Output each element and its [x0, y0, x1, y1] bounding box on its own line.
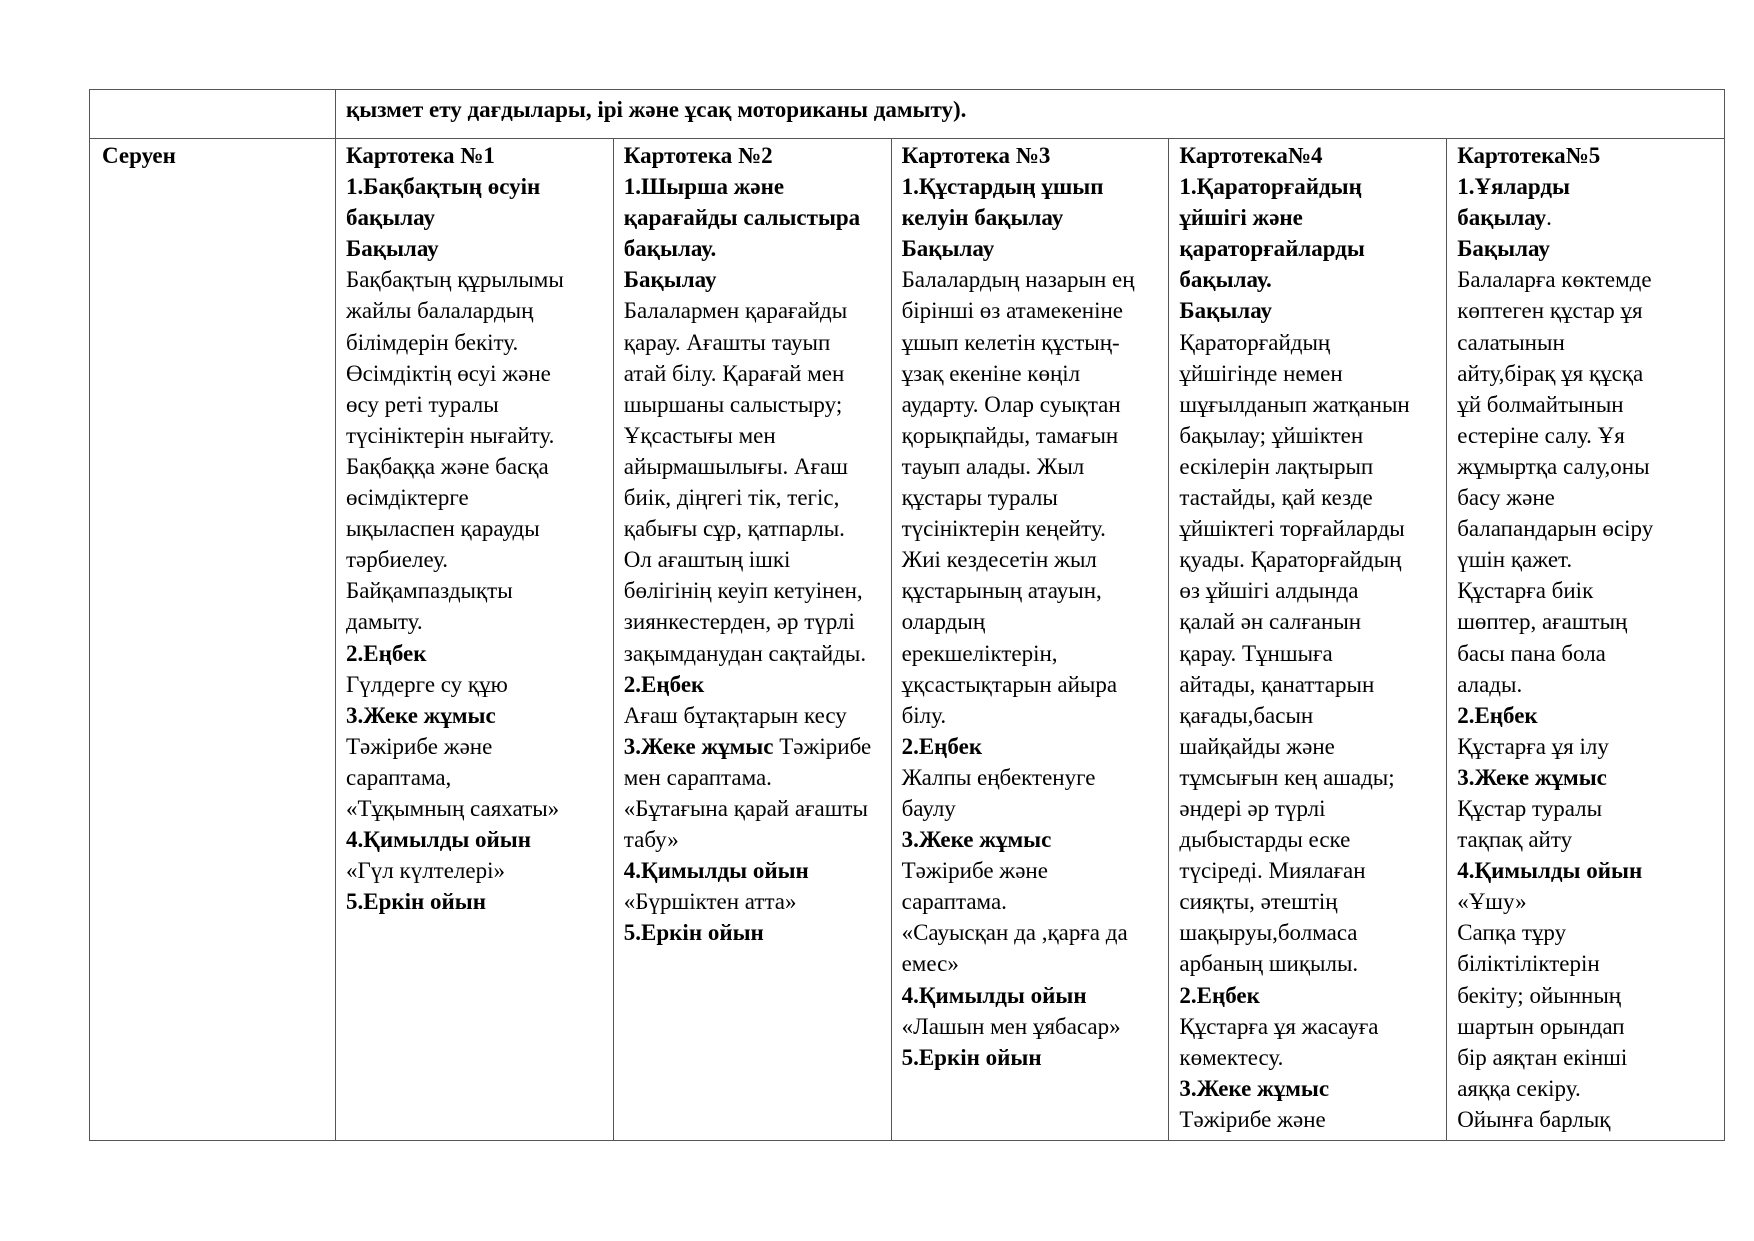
card-line: ұқсастықтарын айыра [901, 671, 1118, 697]
row-label-cell [90, 139, 336, 1141]
card-line: салатынын [1457, 329, 1565, 355]
card-line: олардың [901, 609, 986, 635]
card-line: 2.Еңбек [623, 671, 705, 697]
card-line: шөптер, ағаштың [1457, 609, 1628, 635]
card-line: құстарының атауын, [901, 578, 1102, 604]
card-line: ұй болмайтынын [1457, 391, 1624, 417]
card-line: басы пана бола [1457, 640, 1606, 666]
card-line: 5.Еркін ойын [346, 889, 486, 915]
card-line: ұйшігі және [1179, 205, 1303, 231]
card-line: тәрбиелеу. [346, 547, 449, 573]
card-line: Картотека №3 [901, 143, 1051, 168]
card-line-plain-part: . [1546, 205, 1552, 231]
card-line: Бақбаққа және басқа [346, 453, 549, 479]
card-line: шұғылданып жатқанын [1179, 391, 1410, 417]
card-line: 4.Қимылды ойын [901, 982, 1087, 1008]
card-line: өсу реті туралы [346, 391, 499, 417]
card-line: бірінші өз атамекеніне [901, 298, 1124, 324]
card-line: Бақылау [346, 236, 439, 262]
card-line: түсіреді. Миялаған [1179, 858, 1366, 884]
card-line: зиянкестерден, әр түрлі [623, 609, 855, 635]
card-line-bold-part: бақылау [1457, 205, 1547, 231]
card-line: мен сараптама. [623, 764, 772, 790]
card-line: 5.Еркін ойын [901, 1044, 1042, 1070]
card-line: ұзақ екеніне көңіл [901, 360, 1081, 386]
card-line: Бақылау [623, 267, 717, 293]
walk-row [90, 139, 1725, 1141]
card-line: атай білу. Қарағай мен [623, 360, 845, 386]
card-line: Құстарға ұя жасауға [1179, 1013, 1379, 1039]
card-line: Картотека№4 [1179, 143, 1323, 168]
card-line: 3.Жеке жұмыс [1457, 764, 1607, 790]
card-line: қарағайды салыстыра [623, 205, 861, 231]
card-line: «Гүл күлтелері» [346, 858, 506, 884]
card-line: түсініктерін нығайту. [346, 422, 555, 448]
card-line: 1.Құстардың ұшып [901, 174, 1104, 200]
card-line: сияқты, әтештің [1179, 889, 1338, 915]
card-line: айту,бірақ ұя құсқа [1457, 360, 1644, 386]
card-line: 4.Қимылды ойын [623, 858, 809, 884]
card-line: Бақылау [1457, 236, 1550, 262]
card-line: шақыруы,болмаса [1179, 920, 1358, 946]
card-line: баулу [901, 795, 956, 821]
card-line: қуады. Қараторғайдың [1179, 547, 1402, 573]
card-line: Бақбақтың құрылымы [346, 267, 564, 293]
card-line: сараптама, [346, 764, 452, 790]
card-2-content [614, 139, 891, 948]
card-line: қарау. Ағашты тауып [623, 329, 831, 355]
card-line: Құстарға ұя ілу [1457, 733, 1609, 759]
card-line: Құстарға биік [1457, 578, 1594, 604]
card-line: 1.Қараторғайдың [1179, 174, 1362, 200]
card-line: қараторғайларды [1179, 236, 1365, 262]
card-line: 4.Қимылды ойын [346, 827, 532, 853]
card-line [624, 731, 887, 762]
card-line: Құстар туралы [1457, 795, 1603, 821]
card-line: «Тұқымның саяхаты» [346, 795, 560, 821]
card-line: құстары туралы [901, 485, 1058, 511]
card-line: Тәжірибе және [1179, 1106, 1326, 1132]
card-line: тауып алады. Жыл [901, 453, 1085, 479]
card-line: тастайды, қай кезде [1179, 485, 1373, 511]
card-line: Тәжірибе және [901, 858, 1048, 884]
card-line: Картотека№5 [1457, 143, 1601, 168]
card-line: 1.Бақбақтың өсуін [346, 174, 541, 200]
card-line: 3.Жеке жұмыс [901, 827, 1052, 853]
card-line: ықыласпен қарауды [346, 516, 540, 542]
card-line: аяққа секіру. [1457, 1075, 1581, 1101]
continuation-cell [336, 90, 1725, 139]
card-line: көптеген құстар ұя [1457, 298, 1643, 324]
card-line: Жиі кездесетін жыл [901, 547, 1097, 573]
card-line: 2.Еңбек [901, 733, 983, 759]
card-line: «Лашын мен ұябасар» [901, 1013, 1121, 1039]
card-line: келуін бақылау [901, 205, 1064, 231]
card-line: балапандарын өсіру [1457, 516, 1654, 542]
card-line: ескілерін лақтырып [1179, 453, 1374, 479]
card-line: Байқампаздықты [346, 578, 513, 604]
card-line: тұмсығын кең ашады; [1179, 764, 1395, 790]
card-line: түсініктерін кеңейту. [901, 516, 1106, 542]
card-cell-2 [613, 139, 891, 1141]
card-line: жайлы балалардың [346, 298, 534, 324]
card-line: көмектесу. [1179, 1044, 1284, 1070]
card-line: Сапқа тұру [1457, 920, 1567, 946]
card-line: бақылау; ұйшіктен [1179, 422, 1364, 448]
card-line: білу. [901, 702, 947, 728]
card-line: тақпақ айту [1457, 827, 1573, 853]
card-line: 1.Шырша және [623, 174, 785, 200]
card-line: бақылау [346, 205, 435, 231]
card-4-content [1169, 139, 1446, 1135]
card-line: Картотека №2 [623, 143, 773, 168]
card-cell-3 [891, 139, 1169, 1141]
card-line: басу және [1457, 485, 1555, 511]
card-line: қағады,басын [1179, 702, 1314, 728]
row-label: Серуен [102, 143, 176, 168]
card-line: «Бұтағына қарай ағашты [623, 795, 868, 821]
card-line: шайқайды және [1179, 733, 1335, 759]
card-line: Бақылау [901, 236, 995, 262]
card-line: ерекшеліктерін, [901, 640, 1058, 666]
card-line: Тәжірибе және [346, 733, 493, 759]
card-line: бақылау. [1179, 267, 1272, 293]
card-line: өз ұйшігі алдында [1179, 578, 1359, 604]
card-line: 2.Еңбек [1457, 702, 1538, 728]
card-line: алады. [1457, 671, 1523, 697]
card-line: Ол ағаштың ішкі [623, 547, 791, 573]
card-line: Өсімдіктің өсуі және [346, 360, 551, 386]
card-line: Ұқсастығы мен [623, 422, 776, 448]
card-line: Ағаш бұтақтарын кесу [623, 702, 847, 728]
card-line: бір аяқтан екінші [1457, 1044, 1628, 1070]
card-line: 1.Ұяларды [1457, 174, 1570, 200]
card-line: Бақылау [1179, 298, 1273, 324]
card-line: 3.Жеке жұмыс [1179, 1075, 1330, 1101]
card-line: ұшып келетін құстың- [901, 329, 1120, 355]
card-line: үшін қажет. [1457, 547, 1573, 573]
card-line: шыршаны салыстыру; [623, 391, 843, 417]
continuation-text: қызмет ету дағдылары, ірі және ұсақ моториканы дамыту). [346, 97, 967, 122]
card-line: біліктіліктерін [1457, 951, 1600, 977]
card-line: айырмашылығы. Ағаш [623, 453, 848, 479]
card-line: 2.Еңбек [346, 640, 427, 666]
card-line-plain-part: Тәжірибе [773, 733, 872, 759]
card-cell-4 [1169, 139, 1447, 1141]
card-line: бөлігінің кеуіп кетуінен, [623, 578, 863, 604]
card-line: Гүлдерге су құю [346, 671, 508, 697]
continuation-row [90, 90, 1725, 139]
card-line-bold-part: 3.Жеке жұмыс [623, 733, 774, 759]
card-line: Балаларға көктемде [1457, 267, 1652, 293]
card-cell-1 [336, 139, 614, 1141]
card-line: емес» [901, 951, 959, 977]
card-line: қорықпайды, тамағын [901, 422, 1119, 448]
card-line: 4.Қимылды ойын [1457, 858, 1643, 884]
card-line: дамыту. [346, 609, 423, 635]
card-line: әндері әр түрлі [1179, 795, 1326, 821]
card-line: ұйшігінде немен [1179, 360, 1343, 386]
card-5-content [1447, 139, 1724, 1135]
card-line: шартын орындап [1457, 1013, 1625, 1039]
plan-table [89, 89, 1725, 1141]
card-line: қалай ән салғанын [1179, 609, 1362, 635]
card-1-content [336, 139, 613, 917]
card-line: білімдерін бекіту. [346, 329, 519, 355]
card-line: 2.Еңбек [1179, 982, 1260, 1008]
card-line: Жалпы еңбектенуге [901, 764, 1096, 790]
continuation-label-cell [90, 90, 336, 139]
card-line: Балалармен қарағайды [623, 298, 848, 324]
card-line: «Сауысқан да ,қарға да [901, 920, 1128, 946]
card-line: «Ұшу» [1457, 889, 1527, 915]
card-line: жұмыртқа салу,оны [1457, 453, 1650, 479]
card-line: қабығы сұр, қатпарлы. [623, 516, 845, 542]
card-line: сараптама. [901, 889, 1007, 915]
card-line: бекіту; ойынның [1457, 982, 1622, 1008]
card-line: айтады, қанаттарын [1179, 671, 1375, 697]
card-line: естеріне салу. Ұя [1457, 422, 1625, 448]
card-line: табу» [623, 827, 679, 853]
card-line: зақымданудан сақтайды. [623, 640, 867, 666]
card-line: 3.Жеке жұмыс [346, 702, 496, 728]
card-line: арбаның шиқылы. [1179, 951, 1359, 977]
card-line: өсімдіктерге [346, 485, 469, 511]
card-line: «Бүршіктен атта» [623, 889, 797, 915]
card-line: аударту. Олар суықтан [901, 391, 1121, 417]
card-line: 5.Еркін ойын [623, 920, 764, 946]
card-line [1457, 202, 1720, 233]
card-line: Ойынға барлық [1457, 1106, 1611, 1132]
card-line: ұйшіктегі торғайларды [1179, 516, 1405, 542]
card-line: биік, діңгегі тік, тегіс, [623, 485, 840, 511]
card-line: бақылау. [623, 236, 717, 262]
card-line: қарау. Тұншыға [1179, 640, 1333, 666]
card-line: Картотека №1 [346, 143, 495, 168]
card-line: Қараторғайдың [1179, 329, 1331, 355]
card-cell-5 [1447, 139, 1725, 1141]
card-line: Балалардың назарын ең [901, 267, 1135, 293]
card-3-content [892, 139, 1169, 1073]
card-line: дыбыстарды еске [1179, 827, 1351, 853]
